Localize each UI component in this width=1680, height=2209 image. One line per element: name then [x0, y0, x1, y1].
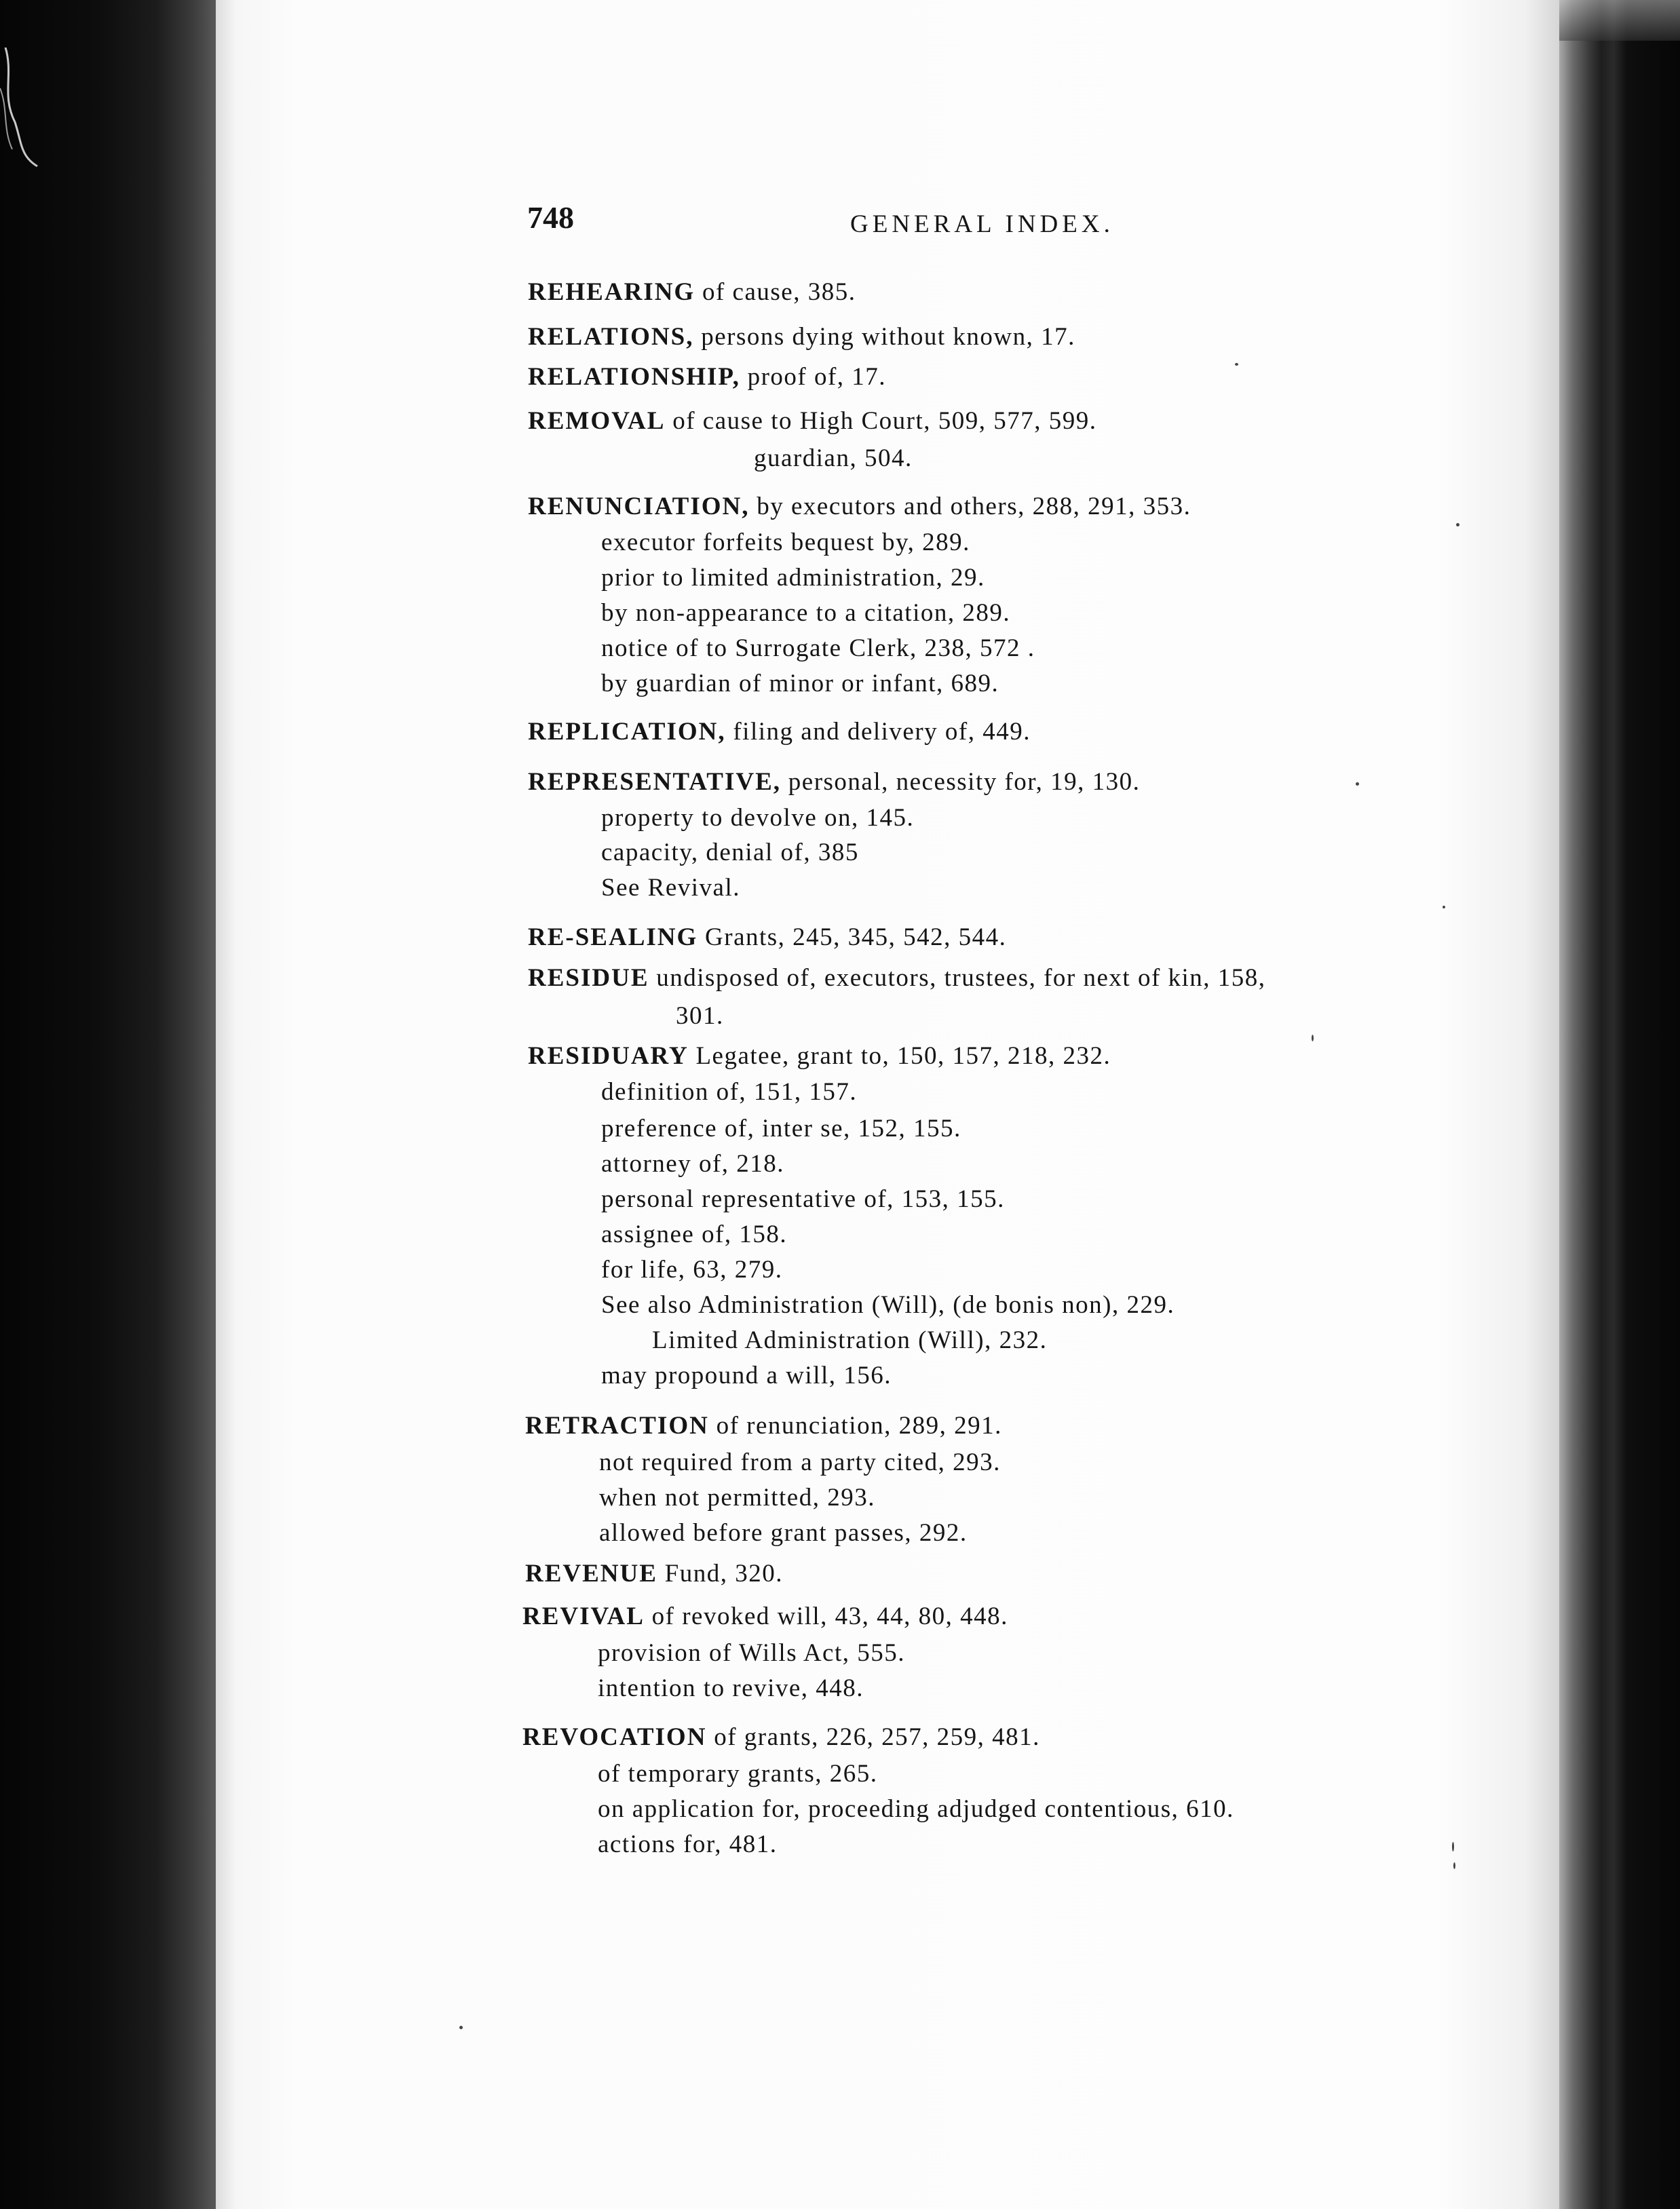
index-entry	[525, 1561, 783, 1586]
page-number: 748	[527, 200, 574, 235]
index-entry	[528, 925, 1006, 950]
index-subentry: See Revival.	[601, 874, 741, 902]
entry-heading: REHEARING	[528, 278, 695, 306]
entry-heading: REVIVAL	[522, 1602, 645, 1630]
index-subentry: intention to revive, 448.	[598, 1674, 864, 1702]
index-subentry: by non-appearance to a citation, 289.	[601, 599, 1011, 627]
index-entry	[528, 408, 1097, 434]
entry-heading: RETRACTION	[525, 1412, 709, 1440]
entry-heading: REVOCATION	[522, 1723, 707, 1751]
entry-heading: REMOVAL	[528, 407, 666, 435]
index-subentry: notice of to Surrogate Clerk, 238, 572 .	[601, 634, 1035, 662]
entry-text: of cause, 385.	[695, 278, 856, 306]
index-subentry: for life, 63, 279.	[601, 1256, 783, 1284]
index-entry	[528, 1043, 1111, 1069]
index-entry	[528, 769, 1140, 794]
index-subentry: 301.	[676, 1002, 724, 1030]
entry-text: of renunciation, 289, 291.	[708, 1412, 1002, 1440]
index-subentry: preference of, inter se, 152, 155.	[601, 1115, 961, 1142]
print-speck	[1235, 363, 1238, 366]
index-entry	[528, 364, 886, 389]
entry-text: personal, necessity for, 19, 130.	[781, 768, 1141, 796]
entry-text: proof of, 17.	[740, 363, 887, 391]
entry-text: by executors and others, 288, 291, 353.	[749, 493, 1191, 520]
print-speck	[1443, 906, 1445, 908]
index-subentry: assignee of, 158.	[601, 1221, 788, 1248]
entry-text: of cause to High Court, 509, 577, 599.	[665, 407, 1097, 435]
index-subentry: may propound a will, 156.	[601, 1362, 892, 1389]
index-subentry: attorney of, 218.	[601, 1150, 785, 1178]
print-speck	[1312, 1035, 1314, 1041]
index-subentry: capacity, denial of, 385	[601, 839, 859, 866]
running-title: GENERAL INDEX.	[850, 210, 1114, 238]
index-subentry: definition of, 151, 157.	[601, 1078, 858, 1106]
index-subentry: See also Administration (Will), (de bonis non), 229.	[601, 1291, 1175, 1319]
print-speck	[1453, 1862, 1455, 1869]
entry-text: filing and delivery of, 449.	[725, 718, 1031, 746]
entry-text: of grants, 226, 257, 259, 481.	[706, 1723, 1040, 1751]
entry-text: persons dying without known, 17.	[693, 323, 1075, 351]
entry-heading: REPRESENTATIVE,	[528, 768, 782, 796]
entry-heading: REPLICATION,	[528, 718, 726, 746]
index-entry	[528, 719, 1031, 744]
entry-heading: RENUNCIATION,	[528, 493, 750, 520]
index-subentry: actions for, 481.	[598, 1830, 778, 1858]
index-entry	[522, 1725, 1040, 1750]
index-subentry: when not permitted, 293.	[599, 1484, 875, 1512]
entry-heading: RESIDUARY	[528, 1042, 689, 1070]
print-speck	[1356, 782, 1359, 786]
entry-text: of revoked will, 43, 44, 80, 448.	[644, 1602, 1008, 1630]
index-entry	[528, 965, 1266, 991]
index-subentry: provision of Wills Act, 555.	[598, 1639, 905, 1667]
entry-text: Fund, 320.	[657, 1560, 783, 1588]
index-entry	[528, 280, 856, 305]
entry-text: Grants, 245, 345, 542, 544.	[698, 923, 1007, 951]
entry-heading: RELATIONSHIP,	[528, 363, 740, 391]
entry-heading: RESIDUE	[528, 964, 649, 992]
index-subentry: not required from a party cited, 293.	[599, 1448, 1001, 1476]
index-subentry: personal representative of, 153, 155.	[601, 1185, 1005, 1213]
index-subentry: allowed before grant passes, 292.	[599, 1519, 968, 1547]
index-entry	[522, 1604, 1008, 1629]
index-subentry: property to devolve on, 145.	[601, 804, 915, 832]
entry-heading: REVENUE	[525, 1560, 657, 1588]
index-subentry: prior to limited administration, 29.	[601, 564, 985, 592]
entry-text: Legatee, grant to, 150, 157, 218, 232.	[688, 1042, 1111, 1070]
index-entry	[528, 494, 1191, 519]
print-speck	[1452, 1842, 1454, 1851]
entry-text: undisposed of, executors, trustees, for next of kin, 158,	[649, 964, 1266, 992]
print-speck	[459, 2026, 463, 2029]
index-subentry: guardian, 504.	[754, 444, 913, 472]
print-speck	[1456, 523, 1459, 526]
entry-heading: RE-SEALING	[528, 923, 698, 951]
index-subentry: of temporary grants, 265.	[598, 1760, 878, 1788]
index-entry	[528, 324, 1075, 349]
index-subentry: executor forfeits bequest by, 289.	[601, 529, 970, 556]
entry-heading: RELATIONS,	[528, 323, 694, 351]
index-subentry: on application for, proceeding adjudged contentious, 610.	[598, 1795, 1234, 1823]
index-subentry: Limited Administration (Will), 232.	[652, 1326, 1048, 1354]
index-subentry: by guardian of minor or infant, 689.	[601, 670, 999, 697]
index-entry	[525, 1413, 1002, 1438]
